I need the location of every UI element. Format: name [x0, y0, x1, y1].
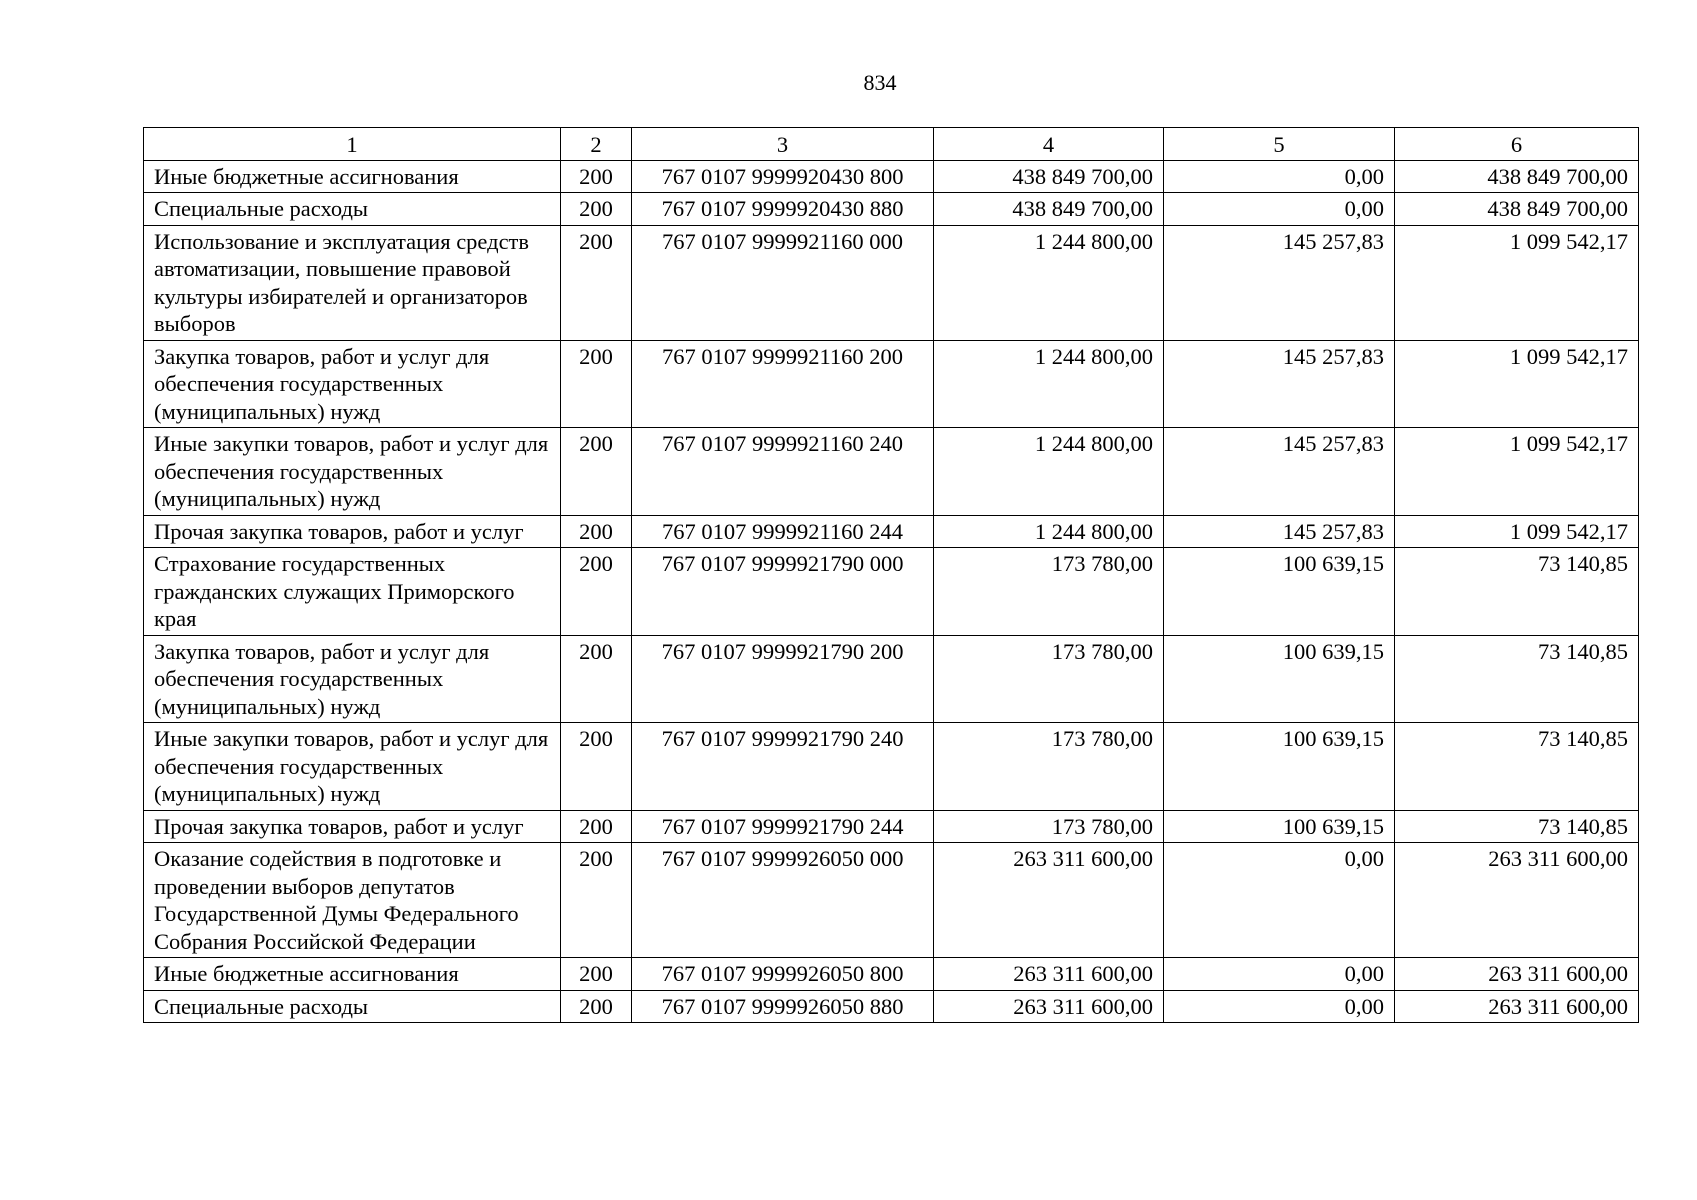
- row-col4-cell: 173 780,00: [934, 635, 1164, 723]
- row-kbk-cell: 767 0107 9999921160 240: [632, 428, 934, 516]
- row-code-cell: 200: [561, 160, 632, 193]
- table-row: [144, 515, 1639, 548]
- row-code-cell: 200: [561, 635, 632, 723]
- table-row: [144, 428, 1639, 516]
- row-name-cell: Специальные расходы: [144, 990, 561, 1023]
- row-col4-cell: 1 244 800,00: [934, 340, 1164, 428]
- row-col6-cell: 73 140,85: [1395, 810, 1639, 843]
- row-col5-cell: 0,00: [1164, 843, 1395, 958]
- row-code-cell: 200: [561, 843, 632, 958]
- row-name-cell: Закупка товаров, работ и услуг для обеспечения государственных (муниципальных) нужд: [144, 340, 561, 428]
- row-col5-cell: 0,00: [1164, 990, 1395, 1023]
- table-row: [144, 843, 1639, 958]
- row-col5-cell: 100 639,15: [1164, 635, 1395, 723]
- row-col4-cell: 1 244 800,00: [934, 225, 1164, 340]
- row-col4-cell: 173 780,00: [934, 810, 1164, 843]
- row-name-cell: Использование и эксплуатация средств автоматизации, повышение правовой культуры избирателей и организаторов выборов: [144, 225, 561, 340]
- row-code-cell: 200: [561, 340, 632, 428]
- row-code-cell: 200: [561, 990, 632, 1023]
- table-row: [144, 990, 1639, 1023]
- row-kbk-cell: 767 0107 9999926050 880: [632, 990, 934, 1023]
- row-col6-cell: 263 311 600,00: [1395, 843, 1639, 958]
- row-col5-cell: 0,00: [1164, 958, 1395, 991]
- header-row: [144, 128, 1639, 161]
- row-col6-cell: 438 849 700,00: [1395, 193, 1639, 226]
- page-number: 834: [863, 70, 897, 95]
- row-col5-cell: 145 257,83: [1164, 340, 1395, 428]
- column-header-2: 2: [561, 128, 632, 161]
- row-col4-cell: 438 849 700,00: [934, 193, 1164, 226]
- table-row: [144, 958, 1639, 991]
- row-name-cell: Иные закупки товаров, работ и услуг для обеспечения государственных (муниципальных) нужд: [144, 428, 561, 516]
- row-col5-cell: 0,00: [1164, 193, 1395, 226]
- row-col4-cell: 173 780,00: [934, 548, 1164, 636]
- row-col6-cell: 1 099 542,17: [1395, 340, 1639, 428]
- row-code-cell: 200: [561, 428, 632, 516]
- table-row: [144, 635, 1639, 723]
- row-code-cell: 200: [561, 225, 632, 340]
- row-col5-cell: 100 639,15: [1164, 810, 1395, 843]
- row-col6-cell: 263 311 600,00: [1395, 958, 1639, 991]
- row-kbk-cell: 767 0107 9999921790 244: [632, 810, 934, 843]
- row-name-cell: Иные бюджетные ассигнования: [144, 958, 561, 991]
- table-row: [144, 193, 1639, 226]
- row-col5-cell: 145 257,83: [1164, 428, 1395, 516]
- row-code-cell: 200: [561, 723, 632, 811]
- budget-table: [143, 127, 1639, 1023]
- row-kbk-cell: 767 0107 9999921160 000: [632, 225, 934, 340]
- column-header-4: 4: [934, 128, 1164, 161]
- row-col6-cell: 1 099 542,17: [1395, 225, 1639, 340]
- row-name-cell: Закупка товаров, работ и услуг для обеспечения государственных (муниципальных) нужд: [144, 635, 561, 723]
- row-col4-cell: 263 311 600,00: [934, 843, 1164, 958]
- table-body: [144, 160, 1639, 1023]
- row-kbk-cell: 767 0107 9999920430 880: [632, 193, 934, 226]
- table-row: [144, 723, 1639, 811]
- row-kbk-cell: 767 0107 9999921790 200: [632, 635, 934, 723]
- row-name-cell: Прочая закупка товаров, работ и услуг: [144, 515, 561, 548]
- table-row: [144, 548, 1639, 636]
- row-col6-cell: 438 849 700,00: [1395, 160, 1639, 193]
- row-code-cell: 200: [561, 810, 632, 843]
- row-code-cell: 200: [561, 515, 632, 548]
- row-kbk-cell: 767 0107 9999926050 000: [632, 843, 934, 958]
- row-col6-cell: 1 099 542,17: [1395, 515, 1639, 548]
- row-col5-cell: 0,00: [1164, 160, 1395, 193]
- row-col4-cell: 1 244 800,00: [934, 515, 1164, 548]
- row-col5-cell: 100 639,15: [1164, 723, 1395, 811]
- table-row: [144, 160, 1639, 193]
- row-name-cell: Иные бюджетные ассигнования: [144, 160, 561, 193]
- row-code-cell: 200: [561, 193, 632, 226]
- row-col6-cell: 263 311 600,00: [1395, 990, 1639, 1023]
- row-col4-cell: 263 311 600,00: [934, 958, 1164, 991]
- row-kbk-cell: 767 0107 9999921160 244: [632, 515, 934, 548]
- row-code-cell: 200: [561, 958, 632, 991]
- row-kbk-cell: 767 0107 9999921160 200: [632, 340, 934, 428]
- column-header-1: 1: [144, 128, 561, 161]
- table-row: [144, 810, 1639, 843]
- row-code-cell: 200: [561, 548, 632, 636]
- row-col4-cell: 438 849 700,00: [934, 160, 1164, 193]
- row-kbk-cell: 767 0107 9999921790 000: [632, 548, 934, 636]
- row-kbk-cell: 767 0107 9999920430 800: [632, 160, 934, 193]
- row-col4-cell: 1 244 800,00: [934, 428, 1164, 516]
- row-kbk-cell: 767 0107 9999926050 800: [632, 958, 934, 991]
- row-col4-cell: 173 780,00: [934, 723, 1164, 811]
- row-col6-cell: 1 099 542,17: [1395, 428, 1639, 516]
- column-header-3: 3: [632, 128, 934, 161]
- row-name-cell: Специальные расходы: [144, 193, 561, 226]
- row-kbk-cell: 767 0107 9999921790 240: [632, 723, 934, 811]
- row-col6-cell: 73 140,85: [1395, 635, 1639, 723]
- row-col5-cell: 145 257,83: [1164, 225, 1395, 340]
- column-header-5: 5: [1164, 128, 1395, 161]
- row-name-cell: Иные закупки товаров, работ и услуг для обеспечения государственных (муниципальных) нужд: [144, 723, 561, 811]
- row-col6-cell: 73 140,85: [1395, 723, 1639, 811]
- column-header-6: 6: [1395, 128, 1639, 161]
- row-col5-cell: 100 639,15: [1164, 548, 1395, 636]
- row-col6-cell: 73 140,85: [1395, 548, 1639, 636]
- table-row: [144, 340, 1639, 428]
- table-row: [144, 225, 1639, 340]
- row-name-cell: Страхование государственных гражданских служащих Приморского края: [144, 548, 561, 636]
- row-name-cell: Оказание содействия в подготовке и проведении выборов депутатов Государственной Думы Федерального Собрания Российской Федерации: [144, 843, 561, 958]
- row-col4-cell: 263 311 600,00: [934, 990, 1164, 1023]
- row-name-cell: Прочая закупка товаров, работ и услуг: [144, 810, 561, 843]
- row-col5-cell: 145 257,83: [1164, 515, 1395, 548]
